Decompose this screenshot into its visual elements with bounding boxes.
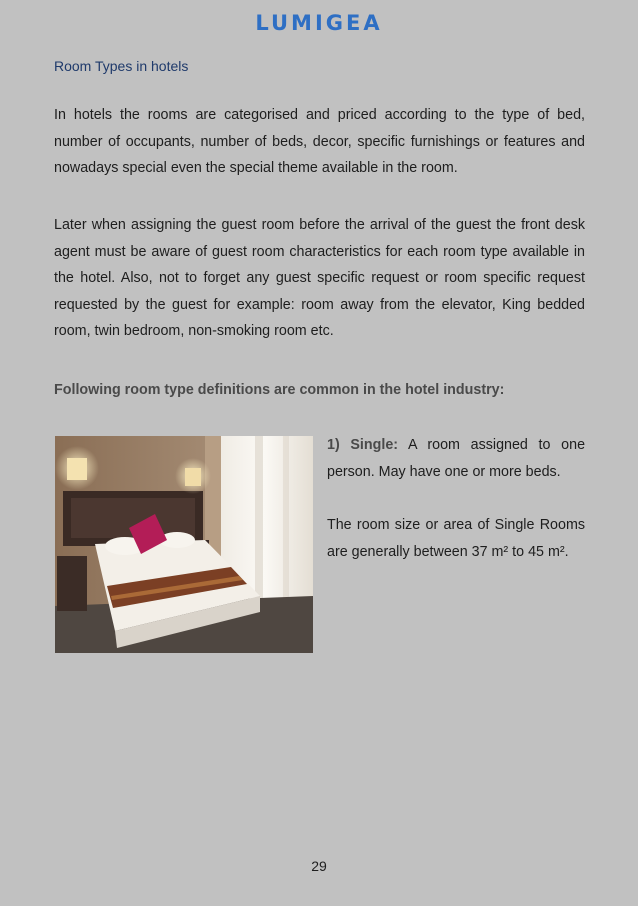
paragraph-front-desk: Later when assigning the guest room before the arrival of the guest the front desk agent must be aware of guest room characteristics for each room type available in the hotel. Also, not to forget any guest specific request or room specific request requested by the guest for example: room away from the elevator, King bedded room, twin bedroom, non-smoking room etc. xyxy=(54,217,585,339)
single-room-photo xyxy=(55,436,313,653)
page-number: 29 xyxy=(311,858,327,874)
single-room-size-note: The room size or area of Single Rooms are generally between 37 m² to 45 m². xyxy=(327,517,585,560)
room-type-definition: A room assigned to one person. May have one or more beds. xyxy=(327,437,586,480)
hotel-bedroom-illustration xyxy=(55,436,313,653)
room-types-subheading: Following room type definitions are common in the hotel industry: xyxy=(54,382,505,398)
single-room-definition xyxy=(327,432,585,485)
paragraph-room-pricing: In hotels the rooms are categorised and priced according to the type of bed, number of occupants, number of beds, decor, specific furnishings or features and nowadays special even the special theme available in the room. xyxy=(54,107,585,176)
room-type-label: 1) Single: xyxy=(327,437,399,453)
brand-logo: LUMIGEA xyxy=(255,11,383,35)
section-title: Room Types in hotels xyxy=(54,58,189,74)
